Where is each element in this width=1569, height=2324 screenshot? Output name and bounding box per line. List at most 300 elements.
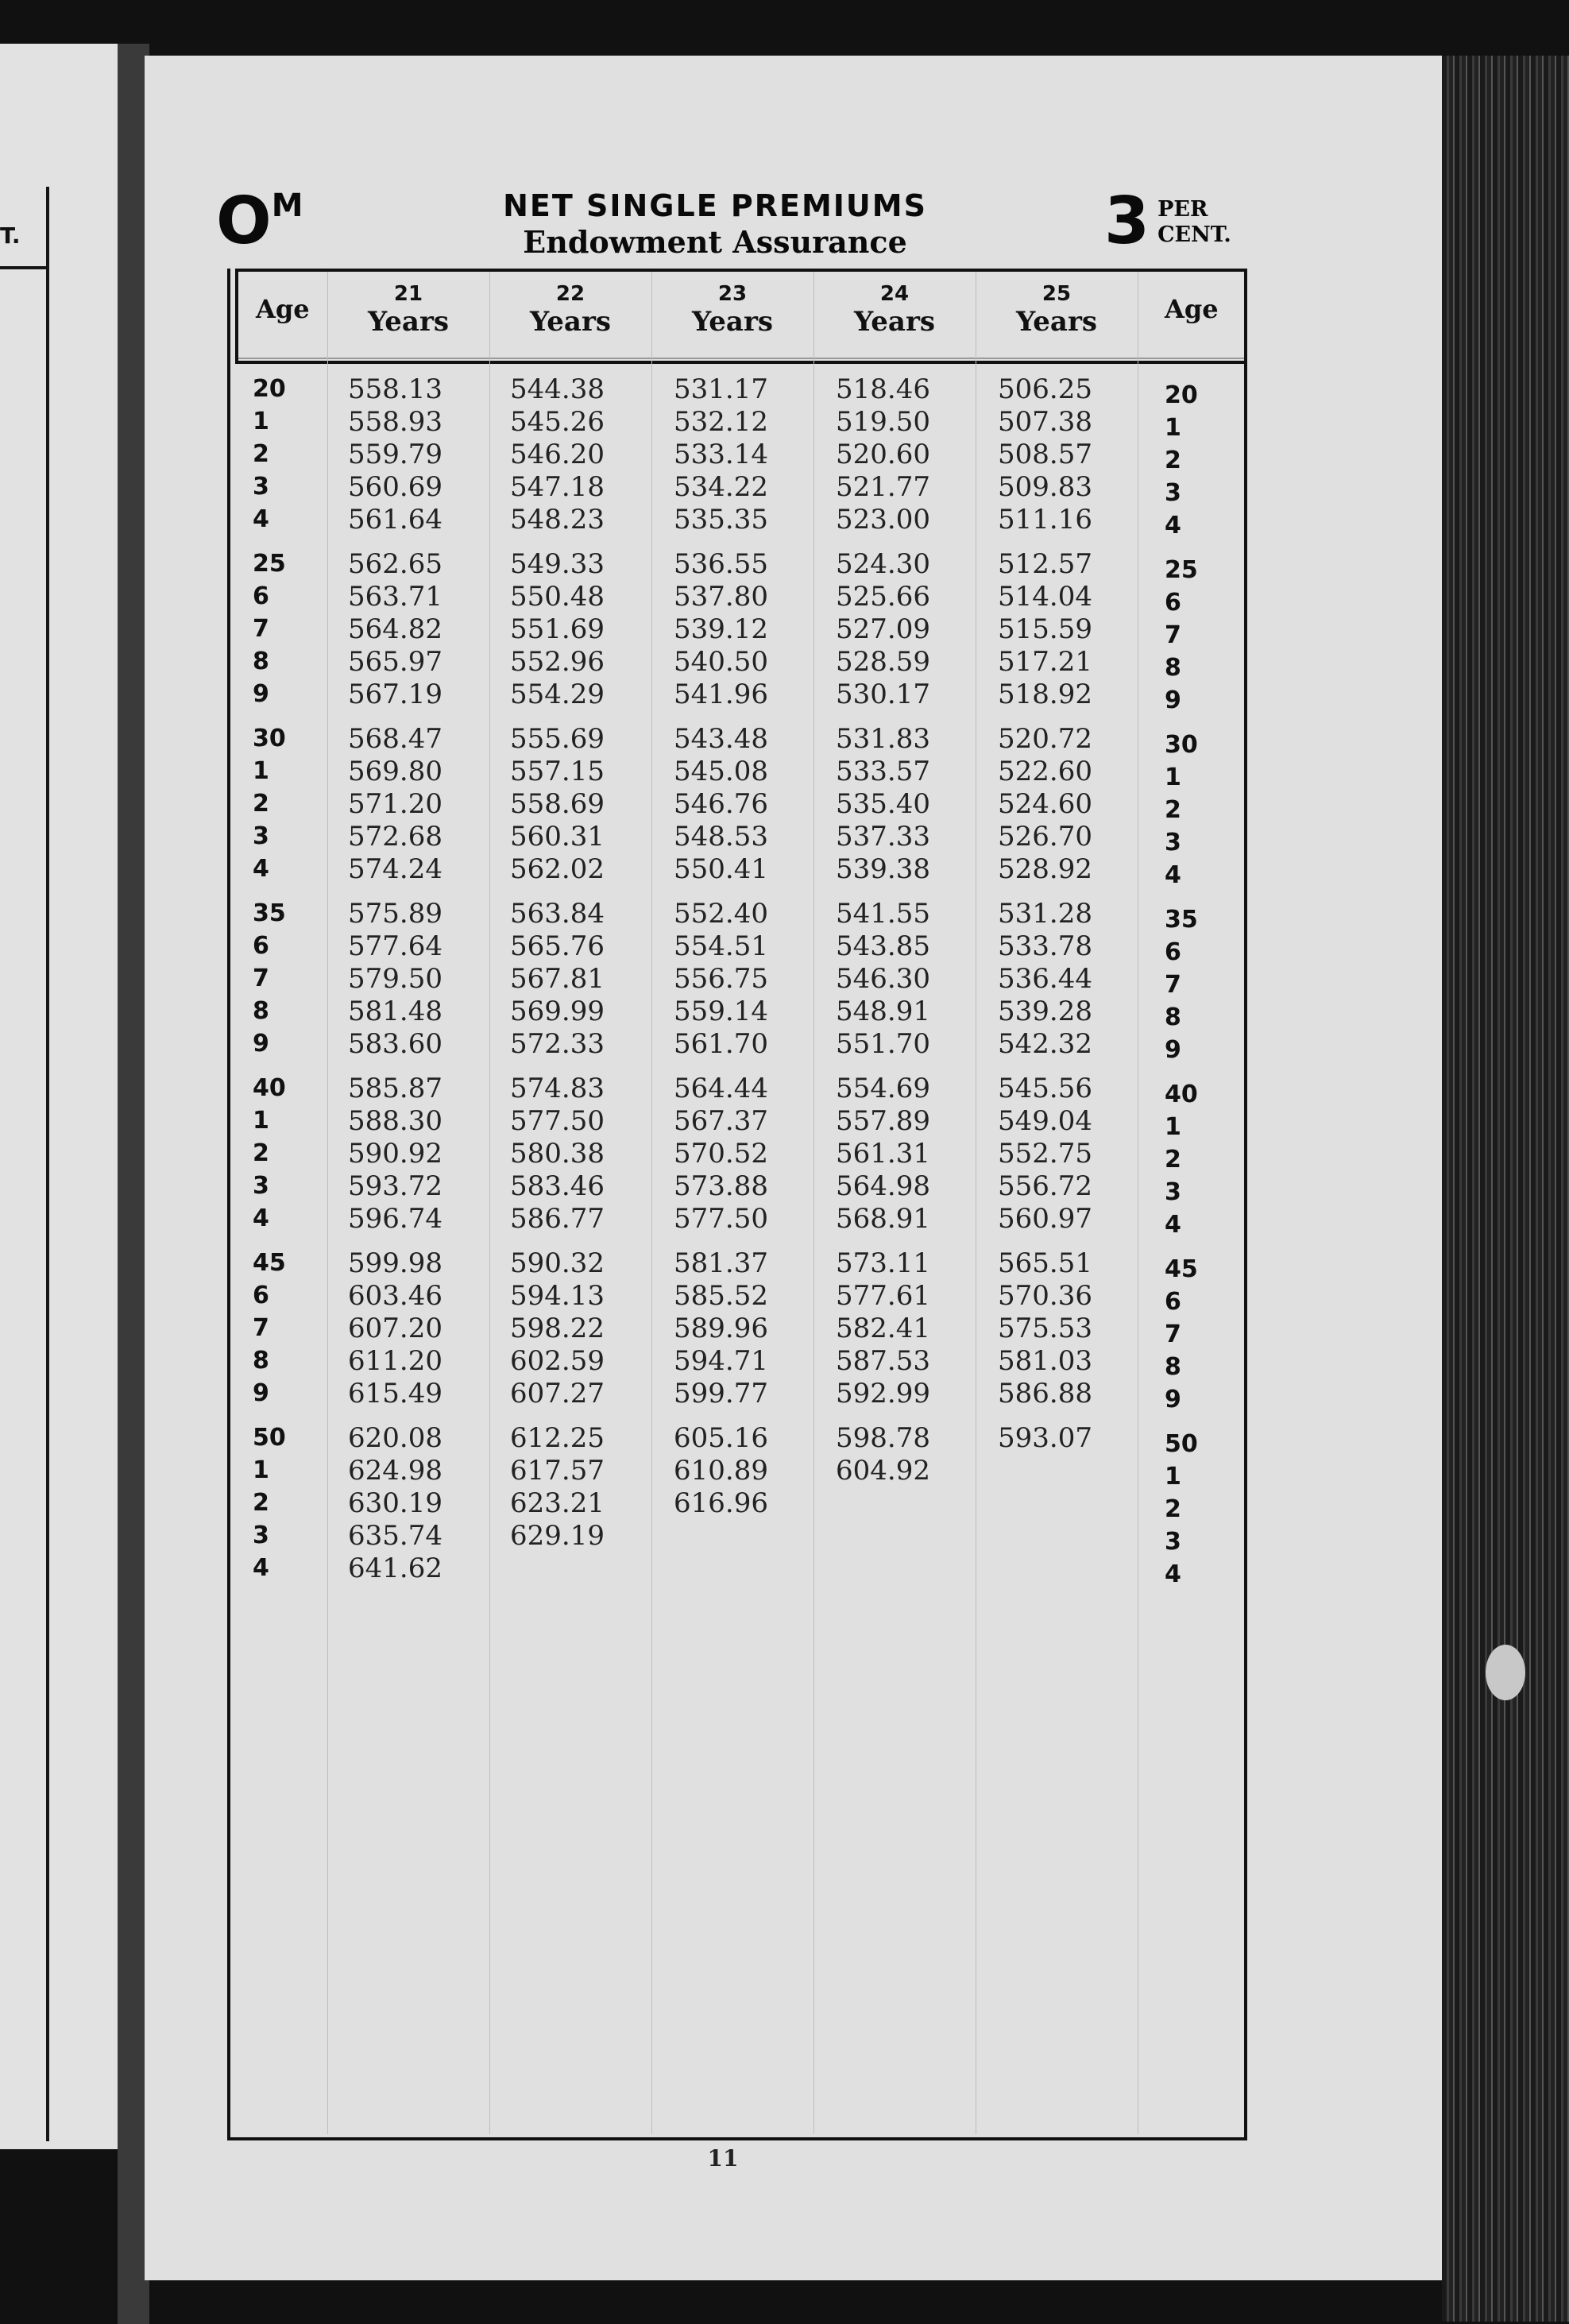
age-cell-left: 9: [253, 1379, 269, 1407]
interest-rate: [1104, 184, 1231, 259]
premium-cell: 599.98: [348, 1247, 442, 1279]
premium-cell: 546.30: [836, 963, 930, 995]
premium-cell: 531.17: [674, 373, 768, 405]
premium-cell: 530.17: [836, 679, 930, 710]
premium-cell: 548.23: [510, 504, 605, 536]
premium-cell: 549.04: [998, 1105, 1092, 1137]
table-row: [0, 504, 1569, 539]
table-row: [0, 1203, 1569, 1239]
age-cell-left: 7: [253, 1314, 269, 1342]
premium-cell: 594.71: [674, 1345, 768, 1377]
premium-cell: 564.98: [836, 1170, 930, 1202]
premium-cell: 635.74: [348, 1520, 442, 1552]
premium-cell: 537.33: [836, 821, 930, 853]
left-page-fragment: T.: [0, 222, 21, 249]
title-line-2: Endowment Assurance: [523, 224, 907, 260]
table-row: [0, 1520, 1569, 1556]
premium-cell: 586.77: [510, 1203, 605, 1235]
column-header-22: [489, 282, 651, 338]
premium-cell: 511.16: [998, 504, 1092, 536]
premium-cell: 551.69: [510, 613, 605, 645]
premium-cell: 567.19: [348, 679, 442, 710]
premium-cell: 520.60: [836, 439, 930, 470]
premium-cell: 522.60: [998, 756, 1092, 787]
age-cell-right: 4: [1165, 512, 1181, 539]
age-cell-left: 3: [253, 473, 269, 501]
premium-cell: 598.22: [510, 1313, 605, 1344]
premium-cell: 567.37: [674, 1105, 768, 1137]
age-cell-right: 4: [1165, 861, 1181, 889]
premium-cell: 539.38: [836, 853, 930, 885]
age-cell-left: 3: [253, 1522, 269, 1549]
table-row: [0, 1028, 1569, 1064]
premium-cell: 610.89: [674, 1455, 768, 1487]
premium-cell: 535.35: [674, 504, 768, 536]
premium-cell: 542.32: [998, 1028, 1092, 1060]
age-cell-left: 3: [253, 1172, 269, 1200]
premium-cell: 531.28: [998, 898, 1092, 930]
premium-cell: 593.07: [998, 1422, 1092, 1454]
premium-cell: 615.49: [348, 1378, 442, 1409]
premium-cell: 557.15: [510, 756, 605, 787]
premium-cell: 624.98: [348, 1455, 442, 1487]
rate-word-per: PER: [1157, 197, 1208, 222]
premium-cell: 593.72: [348, 1170, 442, 1202]
table-row: [0, 963, 1569, 999]
premium-cell: 527.09: [836, 613, 930, 645]
age-cell-right: 2: [1165, 1495, 1181, 1523]
table-row: [0, 679, 1569, 714]
premium-cell: 581.48: [348, 996, 442, 1027]
premium-cell: 508.57: [998, 439, 1092, 470]
premium-cell: 509.83: [998, 471, 1092, 503]
age-cell-right: 8: [1165, 654, 1181, 682]
premium-cell: 577.50: [674, 1203, 768, 1235]
age-cell-left: 4: [253, 1554, 269, 1582]
column-header-24: [813, 282, 976, 338]
age-cell-right: 6: [1165, 938, 1181, 966]
premium-cell: 554.51: [674, 930, 768, 962]
premium-cell: 541.96: [674, 679, 768, 710]
table-row: [0, 1138, 1569, 1174]
premium-cell: 607.20: [348, 1313, 442, 1344]
premium-cell: 537.80: [674, 581, 768, 613]
premium-cell: 554.29: [510, 679, 605, 710]
premium-cell: 521.77: [836, 471, 930, 503]
age-cell-left: 4: [253, 1205, 269, 1232]
premium-cell: 539.28: [998, 996, 1092, 1027]
premium-cell: 541.55: [836, 898, 930, 930]
premium-cell: 545.56: [998, 1073, 1092, 1104]
premium-cell: 581.37: [674, 1247, 768, 1279]
age-cell-left: 7: [253, 615, 269, 643]
premium-cell: 528.59: [836, 646, 930, 678]
premium-cell: 575.89: [348, 898, 442, 930]
premium-cell: 612.25: [510, 1422, 605, 1454]
age-cell-right: 20: [1165, 381, 1198, 409]
premium-cell: 604.92: [836, 1455, 930, 1487]
age-cell-left: 8: [253, 648, 269, 675]
premium-cell: 535.40: [836, 788, 930, 820]
age-cell-left: 1: [253, 1456, 269, 1484]
age-cell-right: 1: [1165, 1463, 1181, 1491]
premium-cell: 616.96: [674, 1487, 768, 1519]
premium-cell: 563.84: [510, 898, 605, 930]
table-row: [0, 1345, 1569, 1381]
premium-cell: 524.60: [998, 788, 1092, 820]
premium-cell: 560.97: [998, 1203, 1092, 1235]
age-cell-right: 1: [1165, 1113, 1181, 1141]
premium-cell: 552.40: [674, 898, 768, 930]
premium-cell: 641.62: [348, 1553, 442, 1584]
table-row: [0, 646, 1569, 682]
premium-cell: 552.75: [998, 1138, 1092, 1170]
age-cell-left: 30: [253, 725, 286, 752]
table-row: [0, 1280, 1569, 1316]
premium-cell: 599.77: [674, 1378, 768, 1409]
age-cell-right: 6: [1165, 589, 1181, 617]
premium-cell: 515.59: [998, 613, 1092, 645]
rate-word-cent: CENT.: [1157, 222, 1231, 247]
table-row: [0, 373, 1569, 409]
premium-cell: 514.04: [998, 581, 1092, 613]
premium-cell: 559.79: [348, 439, 442, 470]
premium-cell: 561.31: [836, 1138, 930, 1170]
premium-cell: 518.92: [998, 679, 1092, 710]
table-code-letter: O: [216, 184, 272, 259]
age-cell-left: 1: [253, 757, 269, 785]
premium-cell: 602.59: [510, 1345, 605, 1377]
premium-cell: 533.78: [998, 930, 1092, 962]
premium-cell: 567.81: [510, 963, 605, 995]
premium-cell: 560.31: [510, 821, 605, 853]
premium-cell: 587.53: [836, 1345, 930, 1377]
column-header-23: [651, 282, 813, 338]
age-cell-left: 9: [253, 1030, 269, 1058]
premium-cell: 543.48: [674, 723, 768, 755]
age-cell-right: 50: [1165, 1430, 1198, 1458]
premium-cell: 533.57: [836, 756, 930, 787]
page-number: 11: [707, 2145, 739, 2171]
premium-cell: 520.72: [998, 723, 1092, 755]
premium-cell: 585.52: [674, 1280, 768, 1312]
column-years-number: 25: [1041, 282, 1072, 306]
age-cell-left: 1: [253, 408, 269, 435]
age-cell-right: 3: [1165, 829, 1181, 857]
table-row: [0, 613, 1569, 649]
premium-cell: 558.69: [510, 788, 605, 820]
age-cell-left: 50: [253, 1424, 286, 1452]
table-row: [0, 1455, 1569, 1491]
premium-cell: 550.41: [674, 853, 768, 885]
table-row: [0, 996, 1569, 1031]
premium-cell: 551.70: [836, 1028, 930, 1060]
age-cell-right: 35: [1165, 906, 1198, 934]
age-cell-right: 40: [1165, 1081, 1198, 1108]
age-cell-right: 2: [1165, 796, 1181, 824]
table-row: [0, 548, 1569, 584]
page-title: [445, 188, 985, 261]
premium-cell: 523.00: [836, 504, 930, 536]
premium-cell: 607.27: [510, 1378, 605, 1409]
age-cell-right: 3: [1165, 1528, 1181, 1556]
premium-cell: 565.97: [348, 646, 442, 678]
age-cell-right: 8: [1165, 1003, 1181, 1031]
age-cell-right: 3: [1165, 479, 1181, 507]
age-cell-right: 9: [1165, 686, 1181, 714]
premium-cell: 577.50: [510, 1105, 605, 1137]
premium-cell: 532.12: [674, 406, 768, 438]
premium-cell: 561.64: [348, 504, 442, 536]
column-header-21: [327, 282, 489, 338]
premium-cell: 577.64: [348, 930, 442, 962]
premium-cell: 583.60: [348, 1028, 442, 1060]
table-row: [0, 898, 1569, 934]
age-cell-left: 6: [253, 1282, 269, 1309]
column-header-25: [976, 282, 1138, 338]
table-row: [0, 1553, 1569, 1588]
table-row: [0, 471, 1569, 507]
premium-cell: 580.38: [510, 1138, 605, 1170]
table-row: [0, 1313, 1569, 1348]
premium-cell: 552.96: [510, 646, 605, 678]
table-row: [0, 406, 1569, 442]
table-row: [0, 930, 1569, 966]
premium-cell: 548.91: [836, 996, 930, 1027]
table-row: [0, 439, 1569, 474]
premium-cell: 539.12: [674, 613, 768, 645]
age-cell-left: 1: [253, 1107, 269, 1135]
premium-cell: 569.80: [348, 756, 442, 787]
premium-cell: 583.46: [510, 1170, 605, 1202]
premium-cell: 546.76: [674, 788, 768, 820]
age-cell-left: 6: [253, 582, 269, 610]
premium-cell: 531.83: [836, 723, 930, 755]
premium-cell: 623.21: [510, 1487, 605, 1519]
age-cell-right: 1: [1165, 414, 1181, 442]
table-row: [0, 788, 1569, 824]
premium-cell: 545.08: [674, 756, 768, 787]
table-row: [0, 821, 1569, 857]
column-years-number: 23: [717, 282, 748, 306]
premium-cell: 589.96: [674, 1313, 768, 1344]
premium-cell: 564.82: [348, 613, 442, 645]
premium-cell: 558.93: [348, 406, 442, 438]
premium-cell: 524.30: [836, 548, 930, 580]
premium-cell: 560.69: [348, 471, 442, 503]
premium-cell: 571.20: [348, 788, 442, 820]
age-cell-left: 7: [253, 965, 269, 992]
column-years-number: 24: [879, 282, 910, 306]
premium-cell: 536.44: [998, 963, 1092, 995]
header-rule: [238, 358, 1244, 359]
premium-cell: 611.20: [348, 1345, 442, 1377]
premium-cell: 598.78: [836, 1422, 930, 1454]
premium-cell: 556.75: [674, 963, 768, 995]
premium-cell: 629.19: [510, 1520, 605, 1552]
premium-cell: 561.70: [674, 1028, 768, 1060]
column-years-number: 21: [393, 282, 423, 306]
age-cell-left: 4: [253, 505, 269, 533]
premium-cell: 573.88: [674, 1170, 768, 1202]
premium-cell: 596.74: [348, 1203, 442, 1235]
table-row: [0, 1247, 1569, 1283]
premium-cell: 570.52: [674, 1138, 768, 1170]
premium-cell: 534.22: [674, 471, 768, 503]
premium-cell: 549.33: [510, 548, 605, 580]
premium-cell: 543.85: [836, 930, 930, 962]
column-years-label: Years: [367, 306, 450, 338]
premium-cell: 554.69: [836, 1073, 930, 1104]
table-row: [0, 1378, 1569, 1413]
age-cell-left: 2: [253, 440, 269, 468]
rate-number: 3: [1104, 184, 1150, 259]
premium-cell: 590.92: [348, 1138, 442, 1170]
age-cell-right: 4: [1165, 1560, 1181, 1588]
premium-cell: 559.14: [674, 996, 768, 1027]
table-row: [0, 1105, 1569, 1141]
age-cell-left: 35: [253, 899, 286, 927]
table-row: [0, 1487, 1569, 1523]
age-cell-right: 2: [1165, 1146, 1181, 1174]
age-cell-left: 8: [253, 997, 269, 1025]
age-cell-right: 45: [1165, 1255, 1198, 1283]
age-cell-right: 9: [1165, 1036, 1181, 1064]
age-cell-right: 1: [1165, 764, 1181, 791]
premium-cell: 528.92: [998, 853, 1092, 885]
age-cell-right: 30: [1165, 731, 1198, 759]
premium-cell: 544.38: [510, 373, 605, 405]
premium-cell: 558.13: [348, 373, 442, 405]
age-cell-left: 2: [253, 1139, 269, 1167]
age-cell-right: 2: [1165, 447, 1181, 474]
age-cell-left: 25: [253, 550, 286, 578]
premium-cell: 617.57: [510, 1455, 605, 1487]
paper-damage: [1486, 1645, 1525, 1700]
premium-cell: 533.14: [674, 439, 768, 470]
age-cell-right: 6: [1165, 1288, 1181, 1316]
table-row: [0, 1422, 1569, 1458]
age-cell-right: 7: [1165, 971, 1181, 999]
premium-cell: 572.33: [510, 1028, 605, 1060]
premium-cell: 603.46: [348, 1280, 442, 1312]
column-years-label: Years: [691, 306, 774, 338]
premium-cell: 565.51: [998, 1247, 1092, 1279]
premium-cell: 517.21: [998, 646, 1092, 678]
premium-cell: 574.24: [348, 853, 442, 885]
premium-cell: 547.18: [510, 471, 605, 503]
rate-words: [1157, 197, 1231, 248]
column-years-label: Years: [529, 306, 612, 338]
age-header-left: Age: [256, 294, 310, 324]
column-years-label: Years: [853, 306, 936, 338]
premium-cell: 545.26: [510, 406, 605, 438]
premium-cell: 563.71: [348, 581, 442, 613]
premium-cell: 565.76: [510, 930, 605, 962]
premium-cell: 594.13: [510, 1280, 605, 1312]
premium-cell: 512.57: [998, 548, 1092, 580]
premium-cell: 590.32: [510, 1247, 605, 1279]
age-header-right: Age: [1165, 294, 1219, 324]
table-row: [0, 723, 1569, 759]
premium-cell: 540.50: [674, 646, 768, 678]
premium-cell: 620.08: [348, 1422, 442, 1454]
age-cell-left: 6: [253, 932, 269, 960]
premium-cell: 588.30: [348, 1105, 442, 1137]
age-cell-right: 4: [1165, 1211, 1181, 1239]
age-cell-left: 2: [253, 1489, 269, 1517]
table-row: [0, 581, 1569, 617]
premium-cell: 568.47: [348, 723, 442, 755]
premium-cell: 507.38: [998, 406, 1092, 438]
premium-cell: 574.83: [510, 1073, 605, 1104]
table-row: [0, 853, 1569, 889]
age-cell-right: 8: [1165, 1353, 1181, 1381]
premium-cell: 518.46: [836, 373, 930, 405]
premium-cell: 536.55: [674, 548, 768, 580]
premium-cell: 525.66: [836, 581, 930, 613]
premium-cell: 582.41: [836, 1313, 930, 1344]
age-cell-left: 40: [253, 1074, 286, 1102]
age-cell-left: 3: [253, 822, 269, 850]
premium-cell: 562.65: [348, 548, 442, 580]
premium-cell: 557.89: [836, 1105, 930, 1137]
age-cell-right: 9: [1165, 1386, 1181, 1413]
table-code-super: M: [271, 188, 303, 224]
premium-cell: 526.70: [998, 821, 1092, 853]
premium-cell: 573.11: [836, 1247, 930, 1279]
premium-cell: 577.61: [836, 1280, 930, 1312]
premium-cell: 605.16: [674, 1422, 768, 1454]
column-years-number: 22: [555, 282, 585, 306]
age-cell-right: 3: [1165, 1178, 1181, 1206]
age-cell-left: 2: [253, 790, 269, 818]
premium-cell: 581.03: [998, 1345, 1092, 1377]
premium-cell: 562.02: [510, 853, 605, 885]
premium-cell: 506.25: [998, 373, 1092, 405]
premium-cell: 550.48: [510, 581, 605, 613]
table-row: [0, 1170, 1569, 1206]
premium-cell: 568.91: [836, 1203, 930, 1235]
age-cell-left: 4: [253, 855, 269, 883]
premium-cell: 592.99: [836, 1378, 930, 1409]
premium-cell: 569.99: [510, 996, 605, 1027]
premium-cell: 585.87: [348, 1073, 442, 1104]
premium-cell: 630.19: [348, 1487, 442, 1519]
title-line-1: NET SINGLE PREMIUMS: [503, 188, 927, 223]
premium-cell: 555.69: [510, 723, 605, 755]
table-code: [216, 184, 303, 259]
premium-cell: 570.36: [998, 1280, 1092, 1312]
table-row: [0, 1073, 1569, 1108]
age-cell-left: 8: [253, 1347, 269, 1375]
age-cell-left: 45: [253, 1249, 286, 1277]
premium-cell: 575.53: [998, 1313, 1092, 1344]
table-row: [0, 756, 1569, 791]
premium-cell: 548.53: [674, 821, 768, 853]
premium-cell: 519.50: [836, 406, 930, 438]
premium-cell: 556.72: [998, 1170, 1092, 1202]
age-cell-right: 7: [1165, 1321, 1181, 1348]
age-cell-left: 9: [253, 680, 269, 708]
age-cell-left: 20: [253, 375, 286, 403]
left-page-rule: [0, 266, 49, 269]
premium-cell: 579.50: [348, 963, 442, 995]
premium-cell: 586.88: [998, 1378, 1092, 1409]
age-cell-right: 7: [1165, 621, 1181, 649]
premium-cell: 572.68: [348, 821, 442, 853]
premium-cell: 564.44: [674, 1073, 768, 1104]
